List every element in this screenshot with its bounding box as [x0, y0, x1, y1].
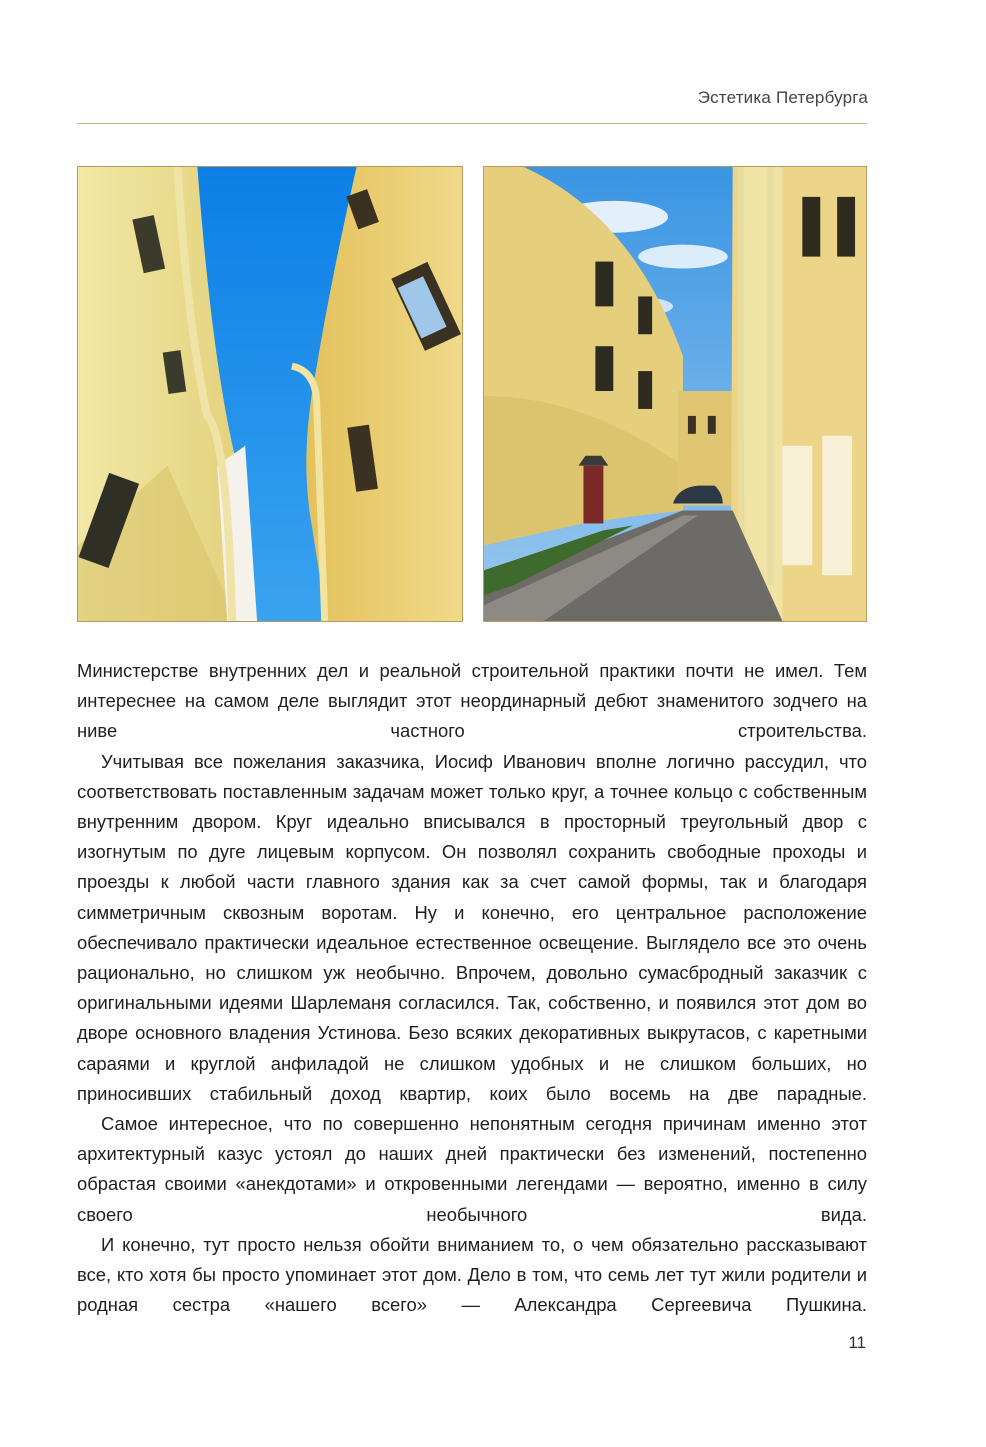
- photo-courtyard-street: [483, 166, 867, 622]
- photo-courtyard-street-illustration: [484, 167, 866, 621]
- paragraph: Министерстве внутренних дел и реальной строительной практики почти не имел. Тем интереснее на самом деле выглядит этот неординарный дебют знаменитого зодчего на ниве частного строительства.: [77, 660, 867, 742]
- page-number: 11: [848, 1333, 866, 1352]
- photo-courtyard-sky-illustration: [78, 167, 462, 621]
- header-divider: [77, 123, 867, 124]
- paragraph: И конечно, тут просто нельзя обойти вниманием то, о чем обязательно рассказывают все, кто хотя бы просто упоминает этот дом. Дело в том, что семь лет тут жили родители и родная сестра «нашего всего» — Александра Сергеевича Пушкина.: [77, 1233, 867, 1316]
- body-text: [77, 656, 867, 1320]
- running-header: Эстетика Петербурга: [697, 88, 868, 107]
- paragraph: Самое интересное, что по совершенно непонятным сегодня причинам именно этот архитектурный казус устоял до наших дней практически без изменений, постепенно обрастая своими «анекдотами» и откровенными легендами — вероятно, именно в силу своего необычного вида.: [77, 1113, 867, 1225]
- paragraph: Учитывая все пожелания заказчика, Иосиф Иванович вполне логично рассудил, что соответствовать поставленным задачам может только круг, а точнее кольцо с собственным внутренним двором. Круг идеально вписывался в просторный треугольный двор с изогнутым по дуге лицевым корпусом. Он позволял сохранить свободные проходы и проезды к любой части главного здания как за счет самой формы, так и благодаря симметричным сквозным воротам. Ну и конечно, его центральное расположение обеспечивало практически идеальное естественное освещение. Выглядело все это очень рационально, но слишком уж необычно. Впрочем, довольно сумасбродный заказчик с оригинальными идеями Шарлеманя согласился. Так, собственно, и появился этот дом во дворе основного владения Устинова. Безо всяких декоративных выкрутасов, с каретными сараями и круглой анфиладой не слишком удобных и не слишком больших, но приносивших стабильный доход квартир, коих было восемь на две парадные.: [77, 750, 867, 1104]
- photo-courtyard-sky: [77, 166, 463, 622]
